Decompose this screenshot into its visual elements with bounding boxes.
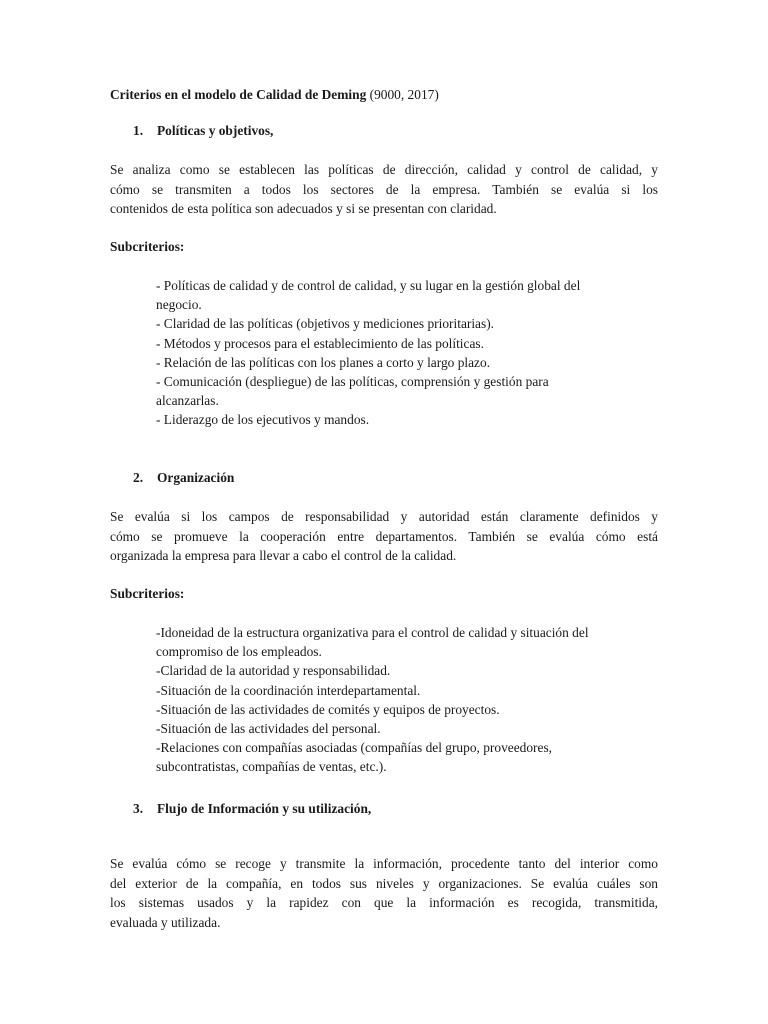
list-item: -Relaciones con compañías asociadas (compañías del grupo, proveedores, bbox=[156, 740, 552, 756]
list-item: -Idoneidad de la estructura organizativa para el control de calidad y situación del bbox=[156, 625, 589, 640]
paragraph-line: organizada la empresa para llevar a cabo el control de la calidad. bbox=[110, 548, 457, 563]
list-item: alcanzarlas. bbox=[156, 393, 219, 409]
paragraph-line: del exterior de la compañía, en todos sus niveles y organizaciones. Se evalúa cuáles son bbox=[110, 875, 658, 891]
paragraph-line: cómo se promueve la cooperación entre departamentos. También se evalúa cómo está bbox=[110, 528, 658, 544]
section-2-subcriteria-list bbox=[156, 623, 660, 777]
list-item: - Comunicación (despliegue) de las políticas, comprensión y gestión para bbox=[156, 374, 549, 390]
section-3-heading-text: Flujo de Información y su utilización, bbox=[157, 801, 372, 816]
section-2-paragraph bbox=[110, 507, 658, 566]
paragraph-line: Se evalúa cómo se recoge y transmite la información, procedente tanto del interior como bbox=[110, 856, 658, 871]
section-1-heading bbox=[133, 122, 673, 140]
section-3-heading bbox=[133, 800, 673, 818]
paragraph-line: evaluada y utilizada. bbox=[110, 914, 221, 930]
section-1-heading-text: Políticas y objetivos, bbox=[157, 123, 274, 138]
list-item: -Situación de las actividades de comités y equipos de proyectos. bbox=[156, 701, 500, 717]
paragraph-line: cómo se transmiten a todos los sectores de la empresa. También se evalúa si los bbox=[110, 181, 658, 197]
document-title-bold: Criterios en el modelo de Calidad de Deming bbox=[110, 87, 367, 102]
section-3-number: 3. bbox=[133, 801, 144, 816]
list-item: - Relación de las políticas con los planes a corto y largo plazo. bbox=[156, 354, 491, 370]
list-item: - Liderazgo de los ejecutivos y mandos. bbox=[156, 412, 370, 428]
list-item: - Claridad de las políticas (objetivos y mediciones prioritarias). bbox=[156, 316, 495, 332]
paragraph-line: Se analiza como se establecen las políticas de dirección, calidad y control de calidad, y bbox=[110, 162, 658, 177]
section-2-heading bbox=[133, 469, 673, 487]
list-item: subcontratistas, compañías de ventas, etc.). bbox=[156, 759, 387, 775]
section-1-subcriteria-label: Subcriterios: bbox=[110, 239, 185, 254]
section-2-heading-text: Organización bbox=[157, 470, 235, 485]
section-2-subcriteria-label: Subcriterios: bbox=[110, 586, 185, 601]
list-item: -Situación de la coordinación interdepartamental. bbox=[156, 682, 421, 698]
document-title bbox=[110, 86, 670, 104]
list-item: - Métodos y procesos para el establecimiento de las políticas. bbox=[156, 335, 484, 351]
section-1-subcriteria-list bbox=[156, 276, 660, 430]
list-item: compromiso de los empleados. bbox=[156, 644, 322, 660]
paragraph-line: contenidos de esta política son adecuados y si se presentan con claridad. bbox=[110, 201, 497, 216]
paragraph-line: los sistemas usados y la rapidez con que la información es recogida, transmitida, bbox=[110, 895, 658, 910]
section-1-paragraph bbox=[110, 160, 658, 219]
list-item: -Situación de las actividades del personal. bbox=[156, 721, 381, 737]
list-item: - Políticas de calidad y de control de calidad, y su lugar en la gestión global del bbox=[156, 278, 581, 293]
document-title-reference: (9000, 2017) bbox=[366, 87, 439, 102]
list-item: negocio. bbox=[156, 297, 202, 313]
section-1-number: 1. bbox=[133, 123, 144, 138]
list-item: -Claridad de la autoridad y responsabilidad. bbox=[156, 663, 391, 679]
paragraph-line: Se evalúa si los campos de responsabilidad y autoridad están claramente definidos y bbox=[110, 509, 658, 524]
section-3-paragraph bbox=[110, 854, 658, 932]
section-2-number: 2. bbox=[133, 470, 144, 485]
